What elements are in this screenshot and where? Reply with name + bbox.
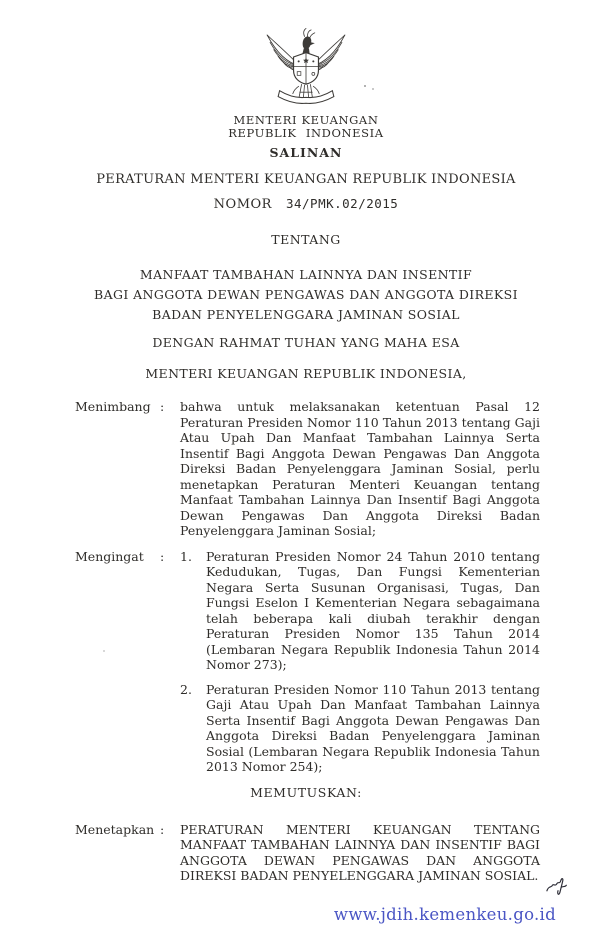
recalling-section — [75, 549, 540, 775]
regulation-number-value: 34/PMK.02/2015 — [285, 196, 399, 211]
subject-line: BADAN PENYELENGGARA JAMINAN SOSIAL — [152, 307, 460, 322]
garuda-pancasila-emblem — [262, 26, 350, 110]
considering-colon: : — [160, 399, 165, 414]
enacting-colon: : — [160, 821, 165, 837]
regulation-number-label: NOMOR — [213, 197, 272, 212]
grace-invocation: DENGAN RAHMAT TUHAN YANG MAHA ESA — [152, 335, 460, 350]
considering-text: bahwa untuk melaksanakan ketentuan Pasal 12 Peraturan Presiden Nomor 110 Tahun 2013 tentang Gaji Atau Upah Dan Manfaat Tambahan Lainnya Serta Insentif Bagi Anggota Dewan Pengawas Dan Anggota Direksi Badan Penyelenggara Jaminan Sosial, perlu menetapkan Peraturan Menteri Keuangan tentang Manfaat Tambahan Lainnya Dan Insentif Bagi Anggota Dewan Pengawas Dan Anggota Direksi Badan Penyelenggara Jaminan Sosial; — [180, 399, 540, 538]
enacting-text: PERATURAN MENTERI KEUANGAN TENTANG MANFAAT TAMBAHAN LAINNYA DAN INSENTIF BAGI ANGGOTA DEWAN PENGAWAS DAN ANGGOTA DIREKSI BADAN PENYELENGGARA JAMINAN SOSIAL. — [180, 821, 540, 883]
scan-speck — [103, 650, 105, 652]
deciding-heading: MEMUTUSKAN: — [250, 784, 362, 800]
enacting-label: Menetapkan — [75, 821, 155, 837]
handwritten-initials-mark — [544, 876, 572, 900]
subject-line: MANFAAT TAMBAHAN LAINNYA DAN INSENTIF — [139, 267, 473, 282]
copy-type-label: SALINAN — [269, 145, 343, 160]
item-number: 1. — [180, 548, 192, 564]
subject-line: BAGI ANGGOTA DEWAN PENGAWAS DAN ANGGOTA DIREKSI — [94, 287, 518, 302]
item-text: Peraturan Presiden Nomor 110 Tahun 2013 tentang Gaji Atau Upah Dan Manfaat Tambahan Lainnya Serta Insentif Bagi Anggota Dewan Pengawas Dan Anggota Direksi Badan Penyelenggara Jaminan Sosial (Lembaran Negara Republik Indonesia Tahun 2013 Nomor 254); — [206, 681, 540, 774]
recalling-label: Mengingat — [75, 548, 144, 564]
recalling-item — [180, 682, 540, 775]
enacting-section — [75, 822, 540, 884]
jdih-website-link[interactable]: www.jdih.kemenkeu.go.id — [333, 905, 556, 924]
regulation-subject — [0, 265, 612, 325]
item-text: Peraturan Presiden Nomor 24 Tahun 2010 tentang Kedudukan, Tugas, Dan Fungsi Kementerian Negara Serta Susunan Organisasi, Tugas, Dan Fungsi Eselon I Kementerian Negara sebagaimana telah beberapa kali diubah terakhir dengan Peraturan Presiden Nomor 135 Tahun 2014 (Lembaran Negara Republik Indonesia Tahun 2014 Nomor 273); — [206, 548, 540, 672]
document-header — [0, 26, 612, 381]
considering-section — [75, 399, 540, 539]
scan-speck — [364, 85, 366, 87]
regulation-number — [0, 196, 612, 212]
regulation-title: PERATURAN MENTERI KEUANGAN REPUBLIK INDONESIA — [96, 172, 516, 187]
recalling-items — [180, 549, 540, 775]
recalling-item — [180, 549, 540, 673]
considering-label: Menimbang — [75, 399, 151, 414]
about-label: TENTANG — [271, 232, 341, 247]
ministry-country: REPUBLIK INDONESIA — [228, 126, 384, 140]
recalling-colon: : — [160, 548, 165, 564]
ministry-name: MENTERI KEUANGAN — [233, 113, 379, 127]
item-number: 2. — [180, 681, 192, 697]
issuing-authority: MENTERI KEUANGAN REPUBLIK INDONESIA, — [145, 366, 467, 381]
scan-speck — [372, 88, 374, 90]
